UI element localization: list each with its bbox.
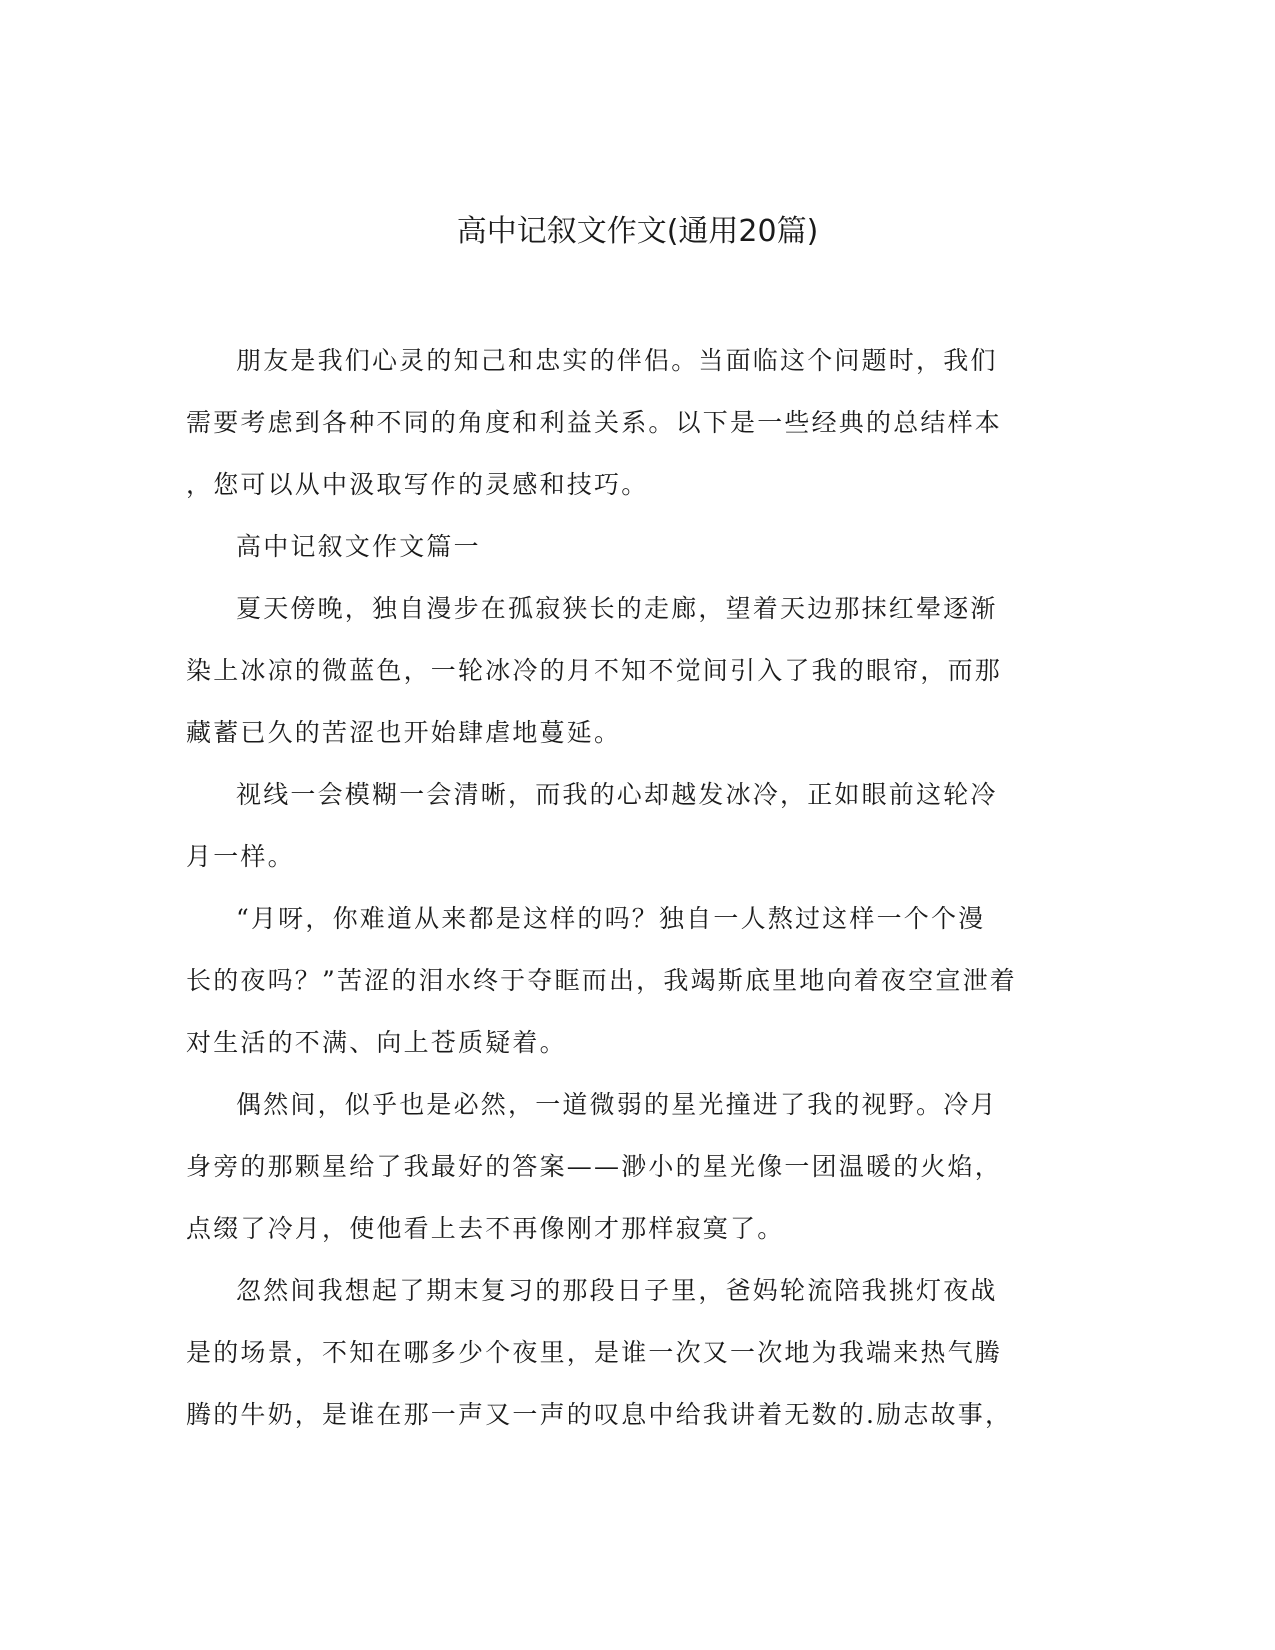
text-line: 是的场景，不知在哪多少个夜里，是谁一次又一次地为我端来热气腾 (186, 1338, 1003, 1367)
text-line: 藏蓄已久的苦涩也开始肆虐地蔓延。 (186, 718, 622, 747)
document-title: 高中记叙文作文(通用20篇) (456, 214, 819, 249)
text-line: “月呀，你难道从来都是这样的吗？独自一人熬过这样一个个漫 (236, 904, 986, 933)
text-line: 对生活的不满、向上苍质疑着。 (186, 1028, 567, 1057)
text-line: 长的夜吗？”苦涩的泪水终于夺眶而出，我竭斯底里地向着夜空宣泄着 (186, 966, 1017, 995)
document-body (186, 330, 1066, 1446)
text-line: 身旁的那颗星给了我最好的答案——渺小的星光像一团温暖的火焰， (186, 1152, 1003, 1181)
section-heading (186, 516, 1066, 578)
paragraph (186, 330, 1066, 516)
text-line: 忽然间我想起了期末复习的那段日子里，爸妈轮流陪我挑灯夜战 (236, 1276, 998, 1305)
text-line: 染上冰凉的微蓝色，一轮冰冷的月不知不觉间引入了我的眼帘，而那 (186, 656, 1003, 685)
paragraph (186, 1074, 1066, 1260)
paragraph (186, 1260, 1066, 1446)
text-line: 朋友是我们心灵的知己和忠实的伴侣。当面临这个问题时，我们 (236, 346, 998, 375)
text-line: 月一样。 (186, 842, 295, 871)
text-line: ，您可以从中汲取写作的灵感和技巧。 (186, 470, 649, 499)
text-line: 需要考虑到各种不同的角度和利益关系。以下是一些经典的总结样本 (186, 408, 1003, 437)
text-line: 视线一会模糊一会清晰，而我的心却越发冰冷，正如眼前这轮冷 (236, 780, 998, 809)
text-line: 点缀了冷月，使他看上去不再像刚才那样寂寞了。 (186, 1214, 785, 1243)
text-line: 高中记叙文作文篇一 (236, 532, 481, 561)
paragraph (186, 888, 1066, 1074)
text-line: 腾的牛奶，是谁在那一声又一声的叹息中给我讲着无数的.励志故事， (186, 1400, 1013, 1429)
text-line: 偶然间，似乎也是必然，一道微弱的星光撞进了我的视野。冷月 (236, 1090, 998, 1119)
text-line: 夏天傍晚，独自漫步在孤寂狭长的走廊，望着天边那抹红晕逐渐 (236, 594, 998, 623)
paragraph (186, 578, 1066, 764)
paragraph (186, 764, 1066, 888)
